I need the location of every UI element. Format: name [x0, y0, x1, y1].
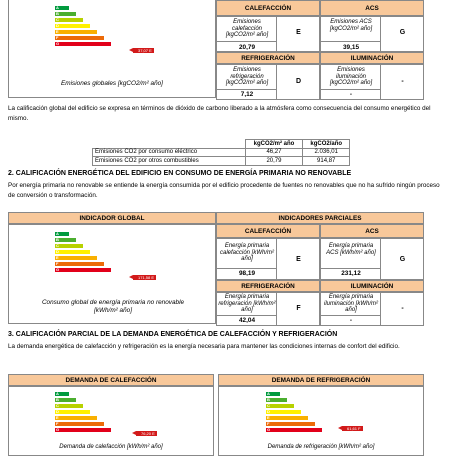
section1-cal-value: 20,79	[239, 44, 255, 51]
section1-acs-label: Emisiones ACS [kgCO2/m² año]	[329, 19, 373, 32]
section1-cal-letter: E	[296, 29, 301, 36]
section1-header-iluminacion: ILUMINACIÓN	[320, 52, 424, 64]
table-row: Emisiones CO2 por otros combustibles 20,79 914,87	[93, 157, 350, 166]
section2-ref-value: 42,04	[239, 317, 255, 324]
section1-header-refrigeracion: REFRIGERACIÓN	[216, 52, 320, 64]
section2-ilu-value: -	[349, 317, 353, 324]
section3-ref-footer: Demanda de refrigeración [kWh/m² año]	[267, 444, 375, 450]
section1-global-label: Emisiones globales [kgCO2/m² año]	[61, 80, 163, 87]
section1-cal-label: Emisiones calefacción [kgCO2/m² año]	[225, 19, 269, 39]
energy-scale-bar-b: B	[266, 398, 287, 402]
section1-header-acs: ACS	[320, 0, 424, 16]
section2-ref-label: Energía primaria refrigeración [kWh/m² año]	[218, 294, 276, 314]
section3-ref-scale	[266, 392, 386, 442]
section3-cal-rating-arrow: 76,20 E	[136, 431, 157, 436]
section1-ref-value: 7,12	[240, 91, 254, 98]
energy-scale-bar-c: C	[55, 404, 83, 408]
section1-acs-letter: G	[399, 29, 406, 36]
section2-cal-letter: E	[296, 256, 301, 263]
energy-scale-bar-g: G	[266, 428, 322, 432]
section3-header-calefaccion: DEMANDA DE CALEFACCIÓN	[8, 374, 214, 386]
table-row: Emisiones CO2 por consumo eléctrico 46,27 2.036,01	[93, 148, 350, 157]
section2-scale	[55, 232, 175, 282]
section2-header-refrigeracion: REFRIGERACIÓN	[216, 280, 320, 292]
section2-header-acs: ACS	[320, 224, 424, 238]
section1-ilu-label: Emisiones iluminación [kgCO2/m² año]	[329, 67, 373, 87]
section2-header-global: INDICADOR GLOBAL	[8, 212, 216, 224]
co2-table	[92, 139, 350, 166]
energy-scale-bar-a: A	[55, 232, 69, 236]
energy-scale-bar-f: F	[266, 422, 315, 426]
section2-ilu-letter: -	[401, 305, 404, 312]
section3-cal-scale	[55, 392, 175, 442]
energy-scale-bar-a: A	[266, 392, 280, 396]
energy-scale-bar-c: C	[55, 18, 83, 22]
energy-scale-bar-g: G	[55, 268, 111, 272]
section1-header-calefaccion: CALEFACCIÓN	[216, 0, 320, 16]
energy-scale-bar-b: B	[55, 238, 76, 242]
section2-acs-value: 231,12	[341, 270, 361, 277]
section2-global-label: Consumo global de energía primaria no renovable [kWh/m² año]	[41, 299, 185, 314]
section1-ilu-value: -	[349, 91, 353, 98]
section2-paragraph: Por energía primaria no renovable se entiende la energía consumida por el edificio procedente de fuentes no renovables que no ha sufrido ningún proceso de conversión o transformación.	[8, 182, 440, 199]
energy-scale-bar-c: C	[266, 404, 294, 408]
section1-ref-label: Emisiones refrigeración [kgCO2/m² año]	[225, 67, 269, 87]
section3-cal-footer: Demanda de calefacción [kWh/m² año]	[59, 444, 163, 450]
energy-scale-bar-c: C	[55, 244, 83, 248]
energy-scale-bar-d: D	[55, 250, 90, 254]
energy-scale-bar-f: F	[55, 422, 104, 426]
energy-scale-bar-f: F	[55, 36, 104, 40]
energy-scale-bar-g: G	[55, 428, 111, 432]
section2-title: 2. CALIFICACIÓN ENERGÉTICA DEL EDIFICIO EN CONSUMO DE ENERGÍA PRIMARIA NO RENOVABLE	[8, 170, 352, 177]
section2-ref-letter: F	[296, 305, 301, 312]
section3-header-refrigeracion: DEMANDA DE REFRIGERACIÓN	[218, 374, 424, 386]
section2-cal-label: Energía primaria calefacción [kWh/m² año]	[219, 243, 274, 263]
energy-scale-bar-b: B	[55, 398, 76, 402]
section2-acs-letter: G	[399, 256, 406, 263]
co2-header-year: kgCO2/año	[303, 140, 350, 149]
section1-acs-value: 39,15	[343, 44, 359, 51]
energy-scale-bar-f: F	[55, 262, 104, 266]
section2-ilu-label: Energía primaria iluminación [kWh/m² año]	[323, 294, 378, 314]
section3-title: 3. CALIFICACIÓN PARCIAL DE LA DEMANDA ENERGÉTICA DE CALEFACCIÓN Y REFRIGERACIÓN	[8, 331, 338, 338]
energy-scale-bar-e: E	[55, 416, 97, 420]
section3-paragraph: La demanda energética de calefacción y refrigeración es la energía necesaria para mantener las condiciones internas de confort del edificio.	[8, 343, 400, 350]
section2-header-iluminacion: ILUMINACIÓN	[320, 280, 424, 292]
energy-scale-bar-d: D	[266, 410, 301, 414]
energy-scale-bar-g: G	[55, 42, 111, 46]
section2-acs-label: Energía primaria ACS [kWh/m² año]	[326, 243, 376, 256]
section2-rating-arrow: 171,58 E	[133, 275, 156, 280]
section2-cal-value: 98,19	[239, 270, 255, 277]
energy-scale-bar-e: E	[55, 30, 97, 34]
section1-ref-letter: D	[295, 78, 302, 85]
section1-scale	[55, 6, 175, 56]
energy-scale-bar-a: A	[55, 392, 69, 396]
section2-header-calefaccion: CALEFACCIÓN	[216, 224, 320, 238]
energy-scale-bar-e: E	[55, 256, 97, 260]
energy-scale-bar-d: D	[55, 24, 90, 28]
energy-scale-bar-e: E	[266, 416, 308, 420]
section1-ilu-letter: -	[401, 78, 404, 85]
energy-scale-bar-b: B	[55, 12, 76, 16]
co2-header-m2: kgCO2/m² año	[245, 140, 303, 149]
section1-rating-arrow: 37,07 E	[133, 48, 154, 53]
energy-scale-bar-d: D	[55, 410, 90, 414]
section1-paragraph: La calificación global del edificio se expresa en términos de dióxido de carbono liberado a la atmósfera como consecuencia del consumo energético del mismo.	[8, 105, 431, 122]
section2-header-parciales: INDICADORES PARCIALES	[216, 212, 424, 224]
energy-scale-bar-a: A	[55, 6, 69, 10]
section3-ref-rating-arrow: 61,61 F	[342, 426, 363, 431]
